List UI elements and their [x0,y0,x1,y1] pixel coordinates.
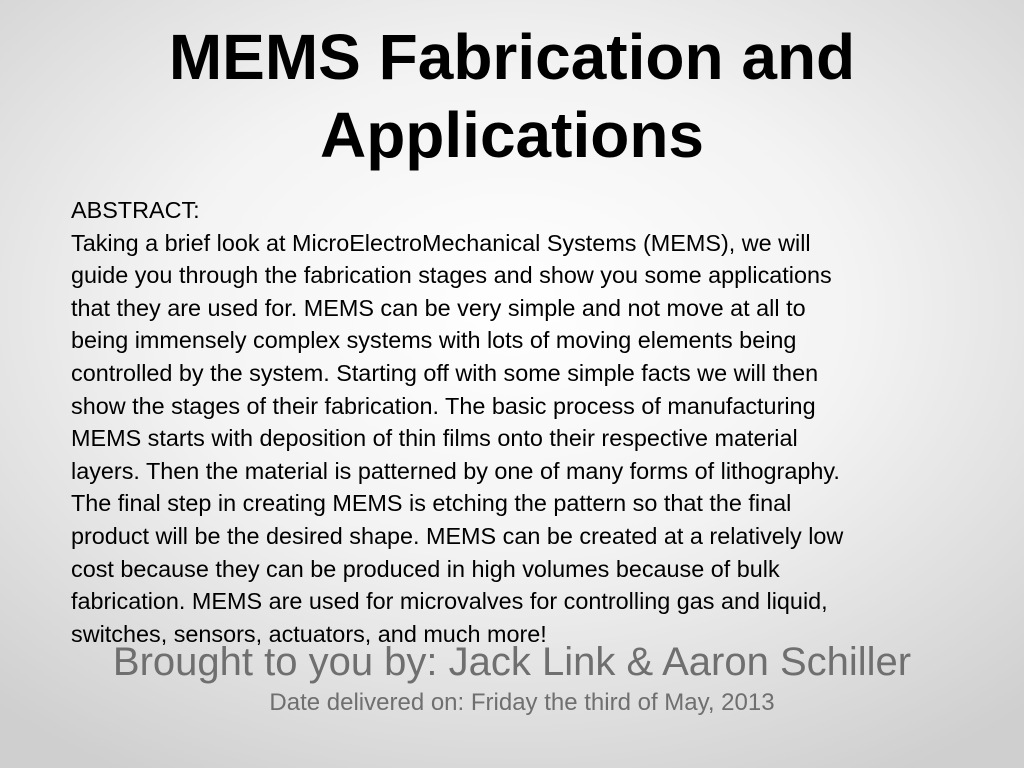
abstract-line: that they are used for. MEMS can be very simple and not move at all to [71,294,806,321]
slide-title-line-2: Applications [319,99,705,171]
delivery-date: Date delivered on: Friday the third of May, 2013 [269,689,775,716]
abstract-line: cost because they can be produced in high volumes because of bulk [71,555,780,582]
authors-byline: Brought to you by: Jack Link & Aaron Schiller [112,640,912,684]
abstract-line: being immensely complex systems with lots of moving elements being [71,327,797,354]
abstract-label: ABSTRACT: [71,197,200,223]
abstract-body [71,194,971,650]
slide-title [60,18,964,174]
abstract-line: MEMS starts with deposition of thin films onto their respective material [71,425,798,452]
abstract-line: product will be the desired shape. MEMS can be created at a relatively low [71,522,844,549]
abstract-line: switches, sensors, actuators, and much more! [71,620,547,647]
abstract-line: show the stages of their fabrication. The basic process of manufacturing [71,392,816,419]
slide-title-line-1: MEMS Fabrication and [168,21,856,93]
abstract-line: controlled by the system. Starting off with some simple facts we will then [71,359,819,386]
abstract-line: Taking a brief look at MicroElectroMechanical Systems (MEMS), we will [71,229,811,256]
abstract-line: layers. Then the material is patterned by one of many forms of lithography. [71,457,840,484]
abstract-line: The final step in creating MEMS is etching the pattern so that the final [71,490,792,517]
abstract-line: guide you through the fabrication stages and show you some applications [71,262,832,289]
abstract-line: fabrication. MEMS are used for microvalves for controlling gas and liquid, [71,588,828,615]
